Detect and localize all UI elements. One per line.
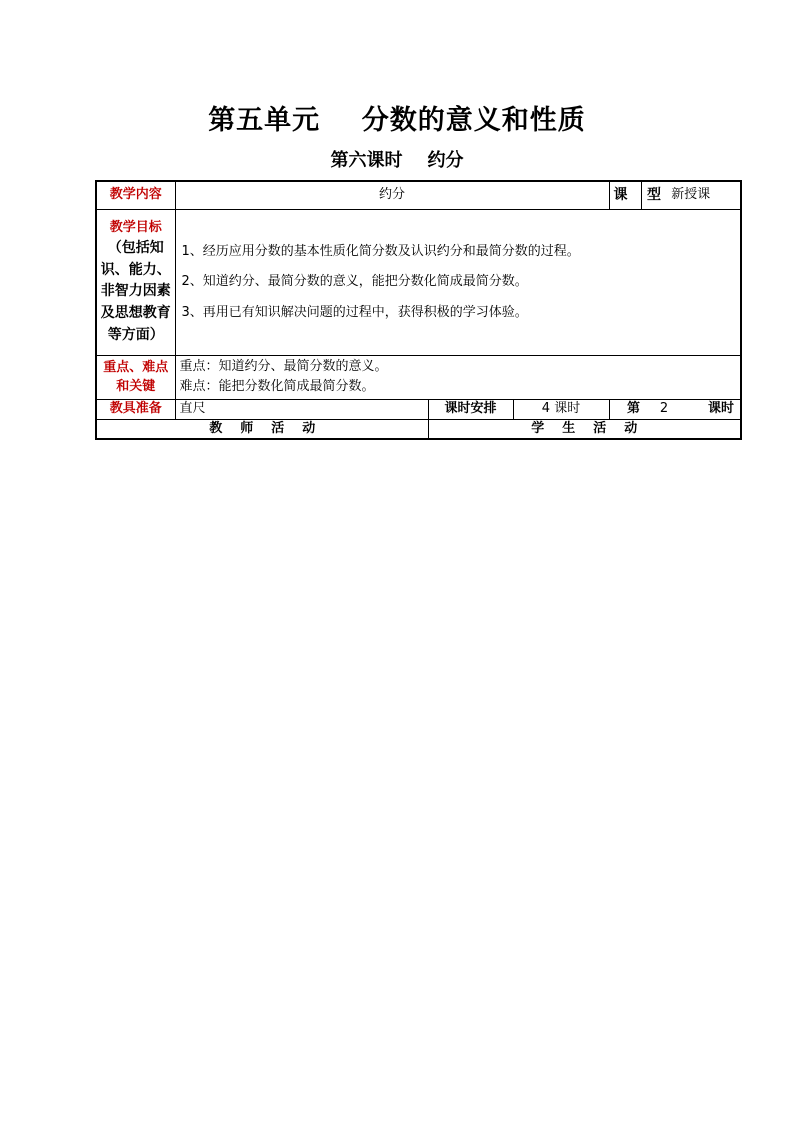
type-value: 新授课 xyxy=(641,181,741,209)
key-label: 重点、难点和关键 xyxy=(96,355,175,399)
content-value: 约分 xyxy=(175,181,609,209)
period-number: 2 xyxy=(659,401,669,417)
difficult-point: 难点：能把分数化简成最简分数。 xyxy=(179,379,375,394)
tools-value: 直尺 xyxy=(175,399,428,419)
schedule-label: 课时安排 xyxy=(428,399,513,419)
period-prefix: 第 xyxy=(626,401,640,417)
row-tools xyxy=(96,399,741,419)
teacher-activity-header: 教师活动 xyxy=(96,419,428,439)
goals-label xyxy=(96,209,175,355)
row-key-points xyxy=(96,355,741,399)
unit-title: 第五单元 分数的意义和性质 xyxy=(208,105,586,136)
tools-label: 教具准备 xyxy=(96,399,175,419)
period-cell xyxy=(609,399,741,419)
content-label: 教学内容 xyxy=(96,181,175,209)
goals-list xyxy=(175,209,741,355)
goal-item: 2、知道约分、最简分数的意义，能把分数化简成最简分数。 xyxy=(181,274,528,290)
goal-item: 1、经历应用分数的基本性质化简分数及认识约分和最简分数的过程。 xyxy=(181,243,580,259)
key-points-cell xyxy=(175,355,741,399)
goal-item: 3、再用已有知识解决问题的过程中，获得积极的学习体验。 xyxy=(181,304,528,320)
row-activity-headers xyxy=(96,419,741,439)
student-activity-header: 学生活动 xyxy=(428,419,741,439)
type-label: 课 型 xyxy=(609,181,641,209)
row-content xyxy=(96,181,741,209)
lesson-plan-table xyxy=(95,180,742,440)
row-goals xyxy=(96,209,741,355)
lesson-subtitle: 第六课时 约分 xyxy=(330,150,464,171)
key-point: 重点：知道约分、最简分数的意义。 xyxy=(179,358,388,374)
schedule-value: 4 课时 xyxy=(513,399,609,419)
period-suffix: 课时 xyxy=(707,401,734,417)
goals-label-main: 教学目标 xyxy=(109,219,162,235)
goals-label-detail: （包括知识、能力、非智力因素及思想教育等方面） xyxy=(100,239,171,343)
